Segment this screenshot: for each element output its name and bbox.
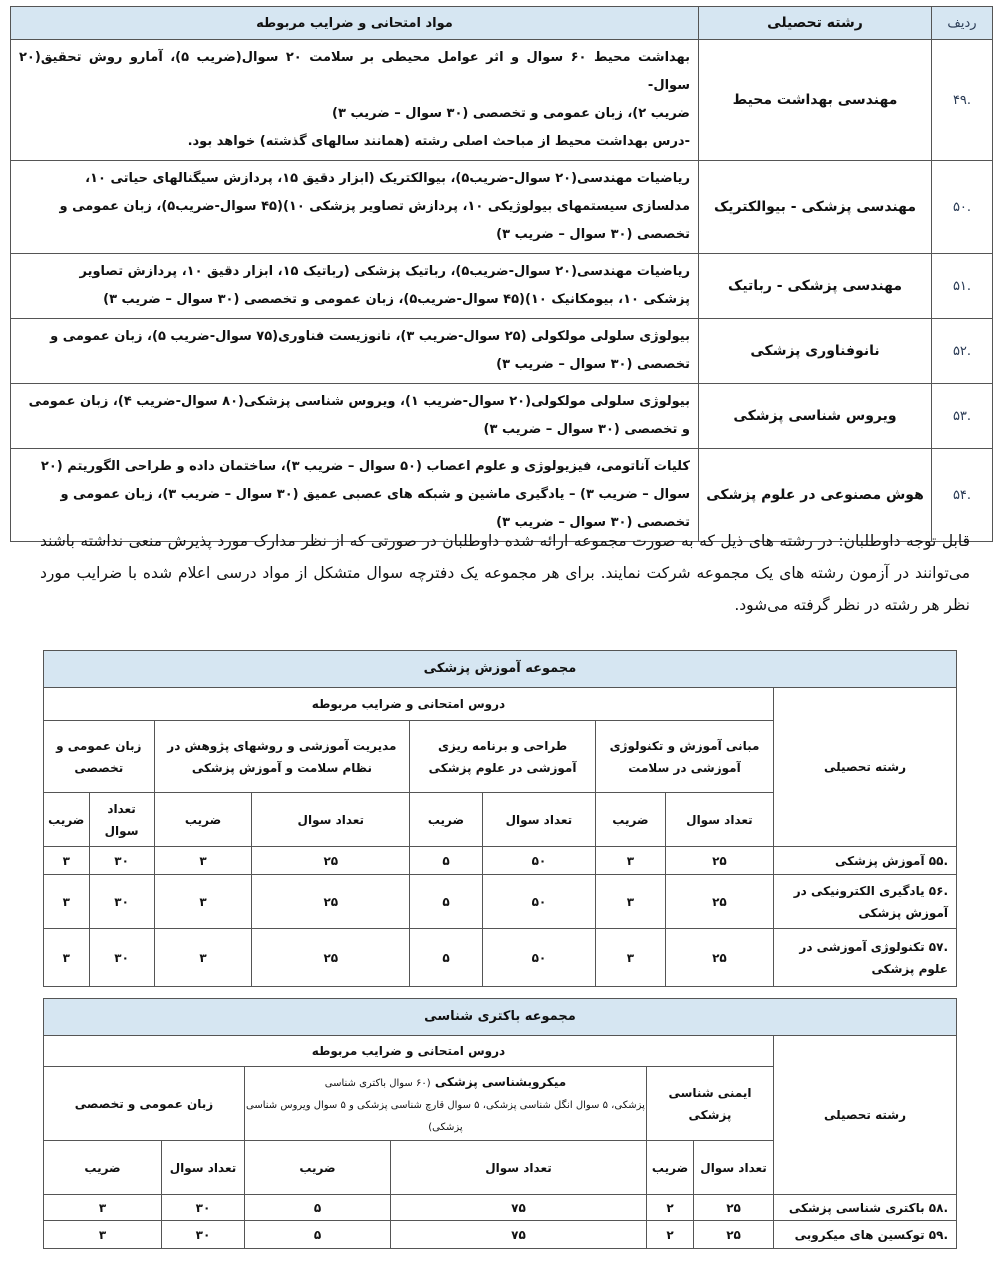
value-cell: ۳۰ [89, 929, 154, 987]
subjects-line: مدلسازی سیستمهای بیولوژیکی ۱۰، پردازش تصاویر پزشکی ۱۰)(۴۵ سوال-ضریب۵)، زبان عمومی و [59, 199, 690, 214]
value-cell: ۳ [595, 847, 665, 875]
value-cell: ۳۰ [89, 875, 154, 929]
subject-header: مبانی آموزش و تکنولوژی آموزشی در سلامت [595, 721, 773, 793]
subjects-line: بیولوژی سلولی مولکولی(۲۰ سوال-ضریب ۱)، ویروس شناسی پزشکی(۸۰ سوال-ضریب ۴)، زبان عمومی [28, 394, 690, 409]
medical-education-group-table [43, 650, 957, 987]
row-number: .۵۰ [932, 161, 993, 254]
field-name: نانوفناوری پزشکی [699, 319, 932, 384]
value-cell: ۳ [595, 875, 665, 929]
header-field: رشته تحصیلی [699, 7, 932, 40]
field-name: باکتری شناسی پزشکی [788, 1200, 925, 1215]
row-number: .۵۶ [928, 883, 948, 898]
programs-table [10, 6, 993, 542]
field-name: مهندسی پزشکی - بیوالکتریک [699, 161, 932, 254]
subject-header: زبان عمومی و تخصصی [44, 1067, 245, 1141]
value-cell: ۳ [44, 875, 90, 929]
subjects-line: ریاضیات مهندسی(۲۰ سوال-ضریب۵)، بیوالکتریک (ابزار دقیق ۱۵، پردازش سیگنالهای حیاتی ۱۰، [85, 171, 690, 186]
value-cell: ۳ [44, 1221, 162, 1249]
table-row [11, 319, 993, 384]
field-name: هوش مصنوعی در علوم پزشکی [699, 449, 932, 542]
table-row [11, 384, 993, 449]
subjects-cell [11, 319, 699, 384]
value-cell: ۲ [646, 1221, 693, 1249]
value-cell: ۷۵ [390, 1195, 646, 1221]
subjects-cell [11, 161, 699, 254]
row-number: .۵۱ [932, 254, 993, 319]
subject-header: مدیریت آموزشی و روشهای پژوهش در نظام سلامت و آموزش پزشکی [154, 721, 410, 793]
value-cell: ۲۵ [252, 875, 410, 929]
group-title: مجموعه آموزش پزشکی [44, 651, 957, 688]
value-cell: ۳ [44, 929, 90, 987]
count-header: تعداد سوال [390, 1141, 646, 1195]
count-header: تعداد سوال [694, 1141, 774, 1195]
field-name: مهندسی بهداشت محیط [699, 40, 932, 161]
coef-header: ضریب [44, 1141, 162, 1195]
table-row [44, 875, 957, 929]
value-cell: ۵۰ [482, 929, 595, 987]
value-cell: ۳ [154, 847, 252, 875]
value-cell: ۲۵ [665, 847, 773, 875]
field-cell [774, 875, 957, 929]
value-cell: ۵ [410, 875, 483, 929]
subject-header: ایمنی شناسی پزشکی [646, 1067, 773, 1141]
value-cell: ۵۰ [482, 847, 595, 875]
table-row [11, 254, 993, 319]
subjects-line: -درس بهداشت محیط از مباحث اصلی رشته (همانند سالهای گذشته) خواهد بود. [187, 134, 690, 149]
coef-header: ضریب [646, 1141, 693, 1195]
count-header: تعداد سوال [89, 793, 154, 847]
value-cell: ۳ [595, 929, 665, 987]
table-row [44, 847, 957, 875]
table-row [44, 1221, 957, 1249]
coef-header: ضریب [410, 793, 483, 847]
value-cell: ۵۰ [482, 875, 595, 929]
header-subjects: مواد امتحانی و ضرایب مربوطه [11, 7, 699, 40]
value-cell: ۳ [154, 875, 252, 929]
group-body [44, 847, 957, 987]
value-cell: ۵ [245, 1221, 391, 1249]
count-header: تعداد سوال [482, 793, 595, 847]
field-name: توکسین های میکروبی [794, 1227, 925, 1242]
subjects-line: و تخصصی (۳۰ سوال – ضریب ۳) [483, 422, 690, 437]
subjects-line: ضریب ۲)، زبان عمومی و تخصصی (۳۰ سوال – ضریب ۳) [332, 106, 690, 121]
table-row [11, 161, 993, 254]
value-cell: ۲۵ [665, 875, 773, 929]
value-cell: ۲۵ [252, 929, 410, 987]
subjects-line: سوال – ضریب ۳) – یادگیری ماشین و شبکه های عصبی عمیق (۳۰ سوال – ضریب ۳)، زبان عمومی و [60, 487, 690, 502]
value-cell: ۲۵ [252, 847, 410, 875]
value-cell: ۲۵ [694, 1195, 774, 1221]
subjects-line: بیولوژی سلولی مولکولی (۲۵ سوال-ضریب ۳)، نانوزیست فناوری(۷۵ سوال-ضریب ۵)، زبان عمومی و [50, 329, 690, 344]
value-cell: ۳۰ [162, 1221, 245, 1249]
value-cell: ۳ [44, 847, 90, 875]
subjects-cell [11, 254, 699, 319]
row-number: .۵۴ [932, 449, 993, 542]
candidates-note: قابل توجه داوطلبان: در رشته های ذیل که به صورت مجموعه ارائه شده داوطلبان در صورتی که از نظر مدارک مورد پذیرش منعی نداشته باشند می‌توانند در آزمون رشته های یک مجموعه شرکت نمایند. برای هر مجموعه یک دفترچه سوال متشکل از مواد درسی اعلام شده با ضرایب مورد نظر هر رشته در نظر گرفته می‌شود. [40, 532, 970, 614]
row-number: .۵۵ [928, 853, 948, 868]
table-row [44, 1195, 957, 1221]
field-cell [774, 929, 957, 987]
micro-detail: (۶۰ سوال باکتری شناسی [324, 1077, 431, 1089]
value-cell: ۵ [410, 929, 483, 987]
subject-header [245, 1067, 647, 1141]
value-cell: ۲۵ [665, 929, 773, 987]
group-body [44, 1195, 957, 1249]
subjects-header: دروس امتحانی و ضرایب مربوطه [44, 1036, 774, 1067]
table-row [11, 40, 993, 161]
row-number: .۵۷ [928, 939, 948, 954]
subjects-header: دروس امتحانی و ضرایب مربوطه [44, 688, 774, 721]
field-cell [774, 1221, 957, 1249]
coef-header: ضریب [154, 793, 252, 847]
value-cell: ۳ [44, 1195, 162, 1221]
field-header: رشته تحصیلی [774, 688, 957, 847]
subjects-line: پزشکی ۱۰، بیومکانیک ۱۰)(۴۵ سوال-ضریب۵)، زبان عمومی و تخصصی (۳۰ سوال – ضریب ۳) [103, 292, 690, 307]
count-header: تعداد سوال [252, 793, 410, 847]
field-cell [774, 847, 957, 875]
field-header: رشته تحصیلی [774, 1036, 957, 1195]
value-cell: ۵ [410, 847, 483, 875]
row-number: .۵۲ [932, 319, 993, 384]
coef-header: ضریب [595, 793, 665, 847]
count-header: تعداد سوال [162, 1141, 245, 1195]
field-name: تکنولوژی آموزشی در علوم پزشکی [799, 939, 948, 976]
subjects-line: بهداشت محیط ۶۰ سوال و اثر عوامل محیطی بر سلامت ۲۰ سوال(ضریب ۵)، آمارو روش تحقیق(۲۰ سوال- [19, 50, 691, 93]
value-cell: ۳۰ [162, 1195, 245, 1221]
subjects-line: تخصصی (۳۰ سوال – ضریب ۳) [496, 357, 690, 372]
field-name: مهندسی پزشکی - رباتیک [699, 254, 932, 319]
field-name: یادگیری الکترونیکی در آموزش پزشکی [793, 883, 948, 920]
subjects-cell [11, 384, 699, 449]
value-cell: ۵ [245, 1195, 391, 1221]
subjects-line: کلیات آناتومی، فیزیولوژی و علوم اعصاب (۵۰ سوال – ضریب ۳)، ساختمان داده و طراحی الگوریتم (۲۰ [40, 459, 690, 474]
bacteriology-group-table [43, 998, 957, 1249]
coef-header: ضریب [245, 1141, 391, 1195]
value-cell: ۳۰ [89, 847, 154, 875]
row-number: .۵۸ [928, 1200, 948, 1215]
micro-title: میکروبشناسی پزشکی [434, 1074, 567, 1089]
value-cell: ۲ [646, 1195, 693, 1221]
subjects-cell [11, 40, 699, 161]
table-row [44, 929, 957, 987]
count-header: تعداد سوال [665, 793, 773, 847]
row-number: .۵۳ [932, 384, 993, 449]
field-name: آموزش پزشکی [834, 853, 925, 868]
field-name: ویروس شناسی پزشکی [699, 384, 932, 449]
value-cell: ۷۵ [390, 1221, 646, 1249]
group-title: مجموعه باکتری شناسی [44, 999, 957, 1036]
micro-detail: پزشکی، ۵ سوال انگل شناسی پزشکی، ۵ سوال قارچ شناسی پزشکی و ۵ سوال ویروس شناسی پزشکی) [246, 1099, 645, 1133]
row-number: .۵۹ [928, 1227, 948, 1242]
subject-header: زبان عمومی و تخصصی [44, 721, 155, 793]
header-row [11, 7, 993, 40]
field-cell [774, 1195, 957, 1221]
programs-table-body [11, 40, 993, 542]
subjects-line: ریاضیات مهندسی(۲۰ سوال-ضریب۵)، رباتیک پزشکی (رباتیک ۱۵، ابزار دقیق ۱۰، پردازش تصاویر [79, 264, 690, 279]
header-row-number: ردیف [932, 7, 993, 40]
subjects-line: تخصصی (۳۰ سوال – ضریب ۳) [496, 227, 690, 242]
row-number: .۴۹ [932, 40, 993, 161]
value-cell: ۳ [154, 929, 252, 987]
value-cell: ۲۵ [694, 1221, 774, 1249]
coef-header: ضریب [44, 793, 90, 847]
subjects-line: تخصصی (۳۰ سوال – ضریب ۳) [496, 515, 690, 530]
subject-header: طراحی و برنامه ریزی آموزشی در علوم پزشکی [410, 721, 596, 793]
